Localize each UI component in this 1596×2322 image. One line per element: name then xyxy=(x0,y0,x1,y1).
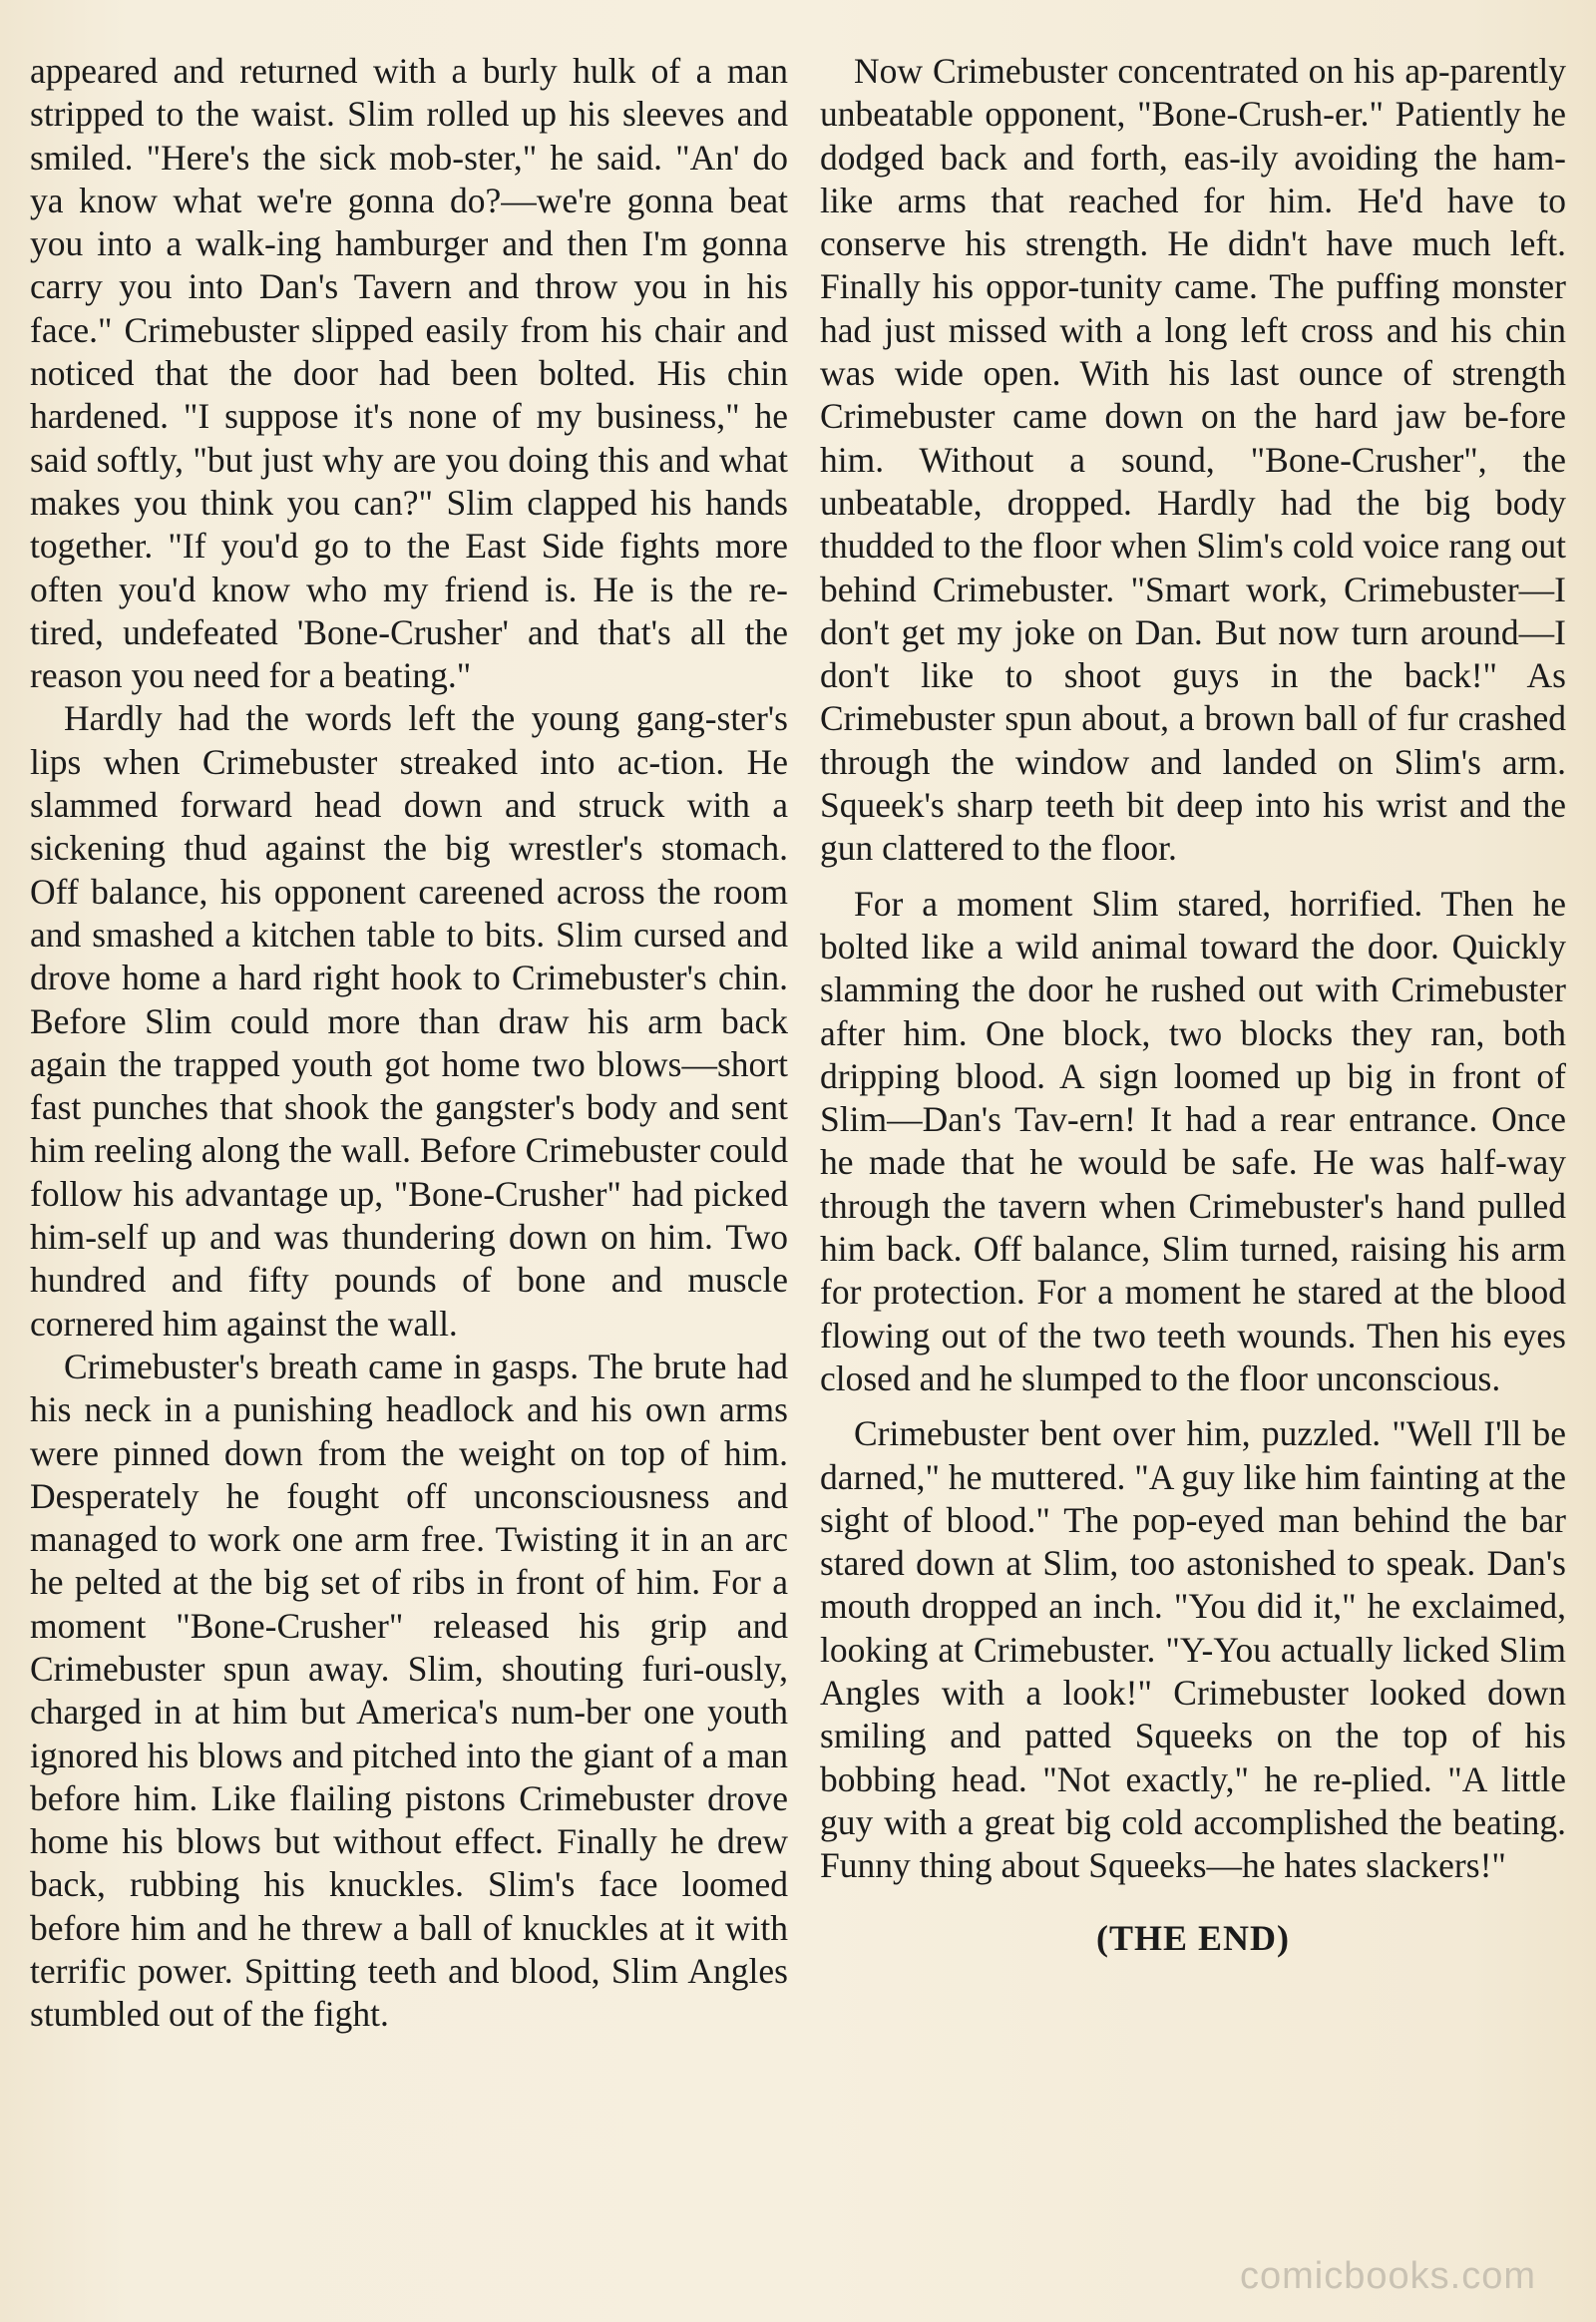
left-paragraph-3: Crimebuster's breath came in gasps. The brute had his neck in a punishing headlock and his own arms were pinned down from the weight on top of him. Desperately he fought off unconsciousness and managed to work one arm free. Twisting it in an arc he pelted at the big set of ribs in front of him. For a moment "Bone-Crusher" released his grip and Crimebuster spun away. Slim, shouting furi-ously, charged in at him but America's num-ber one youth ignored his blows and pitched into the giant of a man before him. Like flailing pistons Crimebuster drove home his blows but without effect. Finally he drew back, rubbing his knuckles. Slim's face loomed before him and he threw a ball of knuckles at it with terrific power. Spitting teeth and blood, Slim Angles stumbled out of the fight. xyxy=(30,1346,788,2035)
right-paragraph-2: For a moment Slim stared, horrified. Then he bolted like a wild animal toward the door. Quickly slamming the door he rushed out with Crimebuster after him. One block, two blocks they ran, both dripping blood. A sign loomed up big in front of Slim—Dan's Tav-ern! It had a rear entrance. Once he made that he would be safe. He was half-way through the tavern when Crimebuster's hand pulled him back. Off balance, Slim turned, raising his arm for protection. For a moment he stared at the blood flowing out of the two teeth wounds. Then his eyes closed and he slumped to the floor unconscious. xyxy=(820,883,1566,1398)
right-paragraph-1: Now Crimebuster concentrated on his ap-parently unbeatable opponent, "Bone-Crush-er." Patiently he dodged back and forth, eas-ily avoiding the ham-like arms that reached for him. He'd have to conserve his strength. He didn't have much left. Finally his oppor-tunity came. The puffing monster had just missed with a long left cross and his chin was wide open. With his last ounce of strength Crimebuster came down on the hard jaw be-fore him. Without a sound, "Bone-Crusher", the unbeatable, dropped. Hardly had the big body thudded to the floor when Slim's cold voice rang out behind Crimebuster. "Smart work, Crimebuster—I don't get my joke on Dan. But now turn around—I don't like to shoot guys in the back!" As Crimebuster spun about, a brown ball of fur crashed through the window and landed on Slim's arm. Squeek's sharp teeth bit deep into his wrist and the gun clattered to the floor. xyxy=(820,51,1566,869)
right-paragraph-3: Crimebuster bent over him, puzzled. "Well I'll be darned," he muttered. "A guy like him fainting at the sight of blood." The pop-eyed man behind the bar stared down at Slim, too astonished to speak. Dan's mouth dropped an inch. "You did it," he exclaimed, looking at Crimebuster. "Y-You actually licked Slim Angles with a look!" Crimebuster looked down smiling and patted Squeeks on the top of his bobbing head. "Not exactly," he re-plied. "A little guy with a great big cold accomplished the beating. Funny thing about Squeeks—he hates slackers!" xyxy=(820,1413,1566,1886)
site-watermark: comicbooks.com xyxy=(1240,2255,1536,2297)
left-column xyxy=(30,50,788,2037)
the-end-label: (THE END) xyxy=(1095,1918,1290,1959)
left-paragraph-1: appeared and returned with a burly hulk of a man stripped to the waist. Slim rolled up his sleeves and smiled. "Here's the sick mob-ster," he said. "An' do ya know what we're gonna do?—we're gonna beat you into a walk-ing hamburger and then I'm gonna carry you into Dan's Tavern and throw you in his face." Crimebuster slipped easily from his chair and noticed that the door had been bolted. His chin hardened. "I suppose it's none of my business," he said softly, "but just why are you doing this and what makes you think you can?" Slim clapped his hands together. "If you'd go to the East Side fights more often you'd know who my friend is. He is the re-tired, undefeated 'Bone-Crusher' and that's all the reason you need for a beating." xyxy=(30,51,788,696)
right-column xyxy=(820,50,1566,1961)
left-paragraph-2: Hardly had the words left the young gang-ster's lips when Crimebuster streaked into ac-tion. He slammed forward head down and struck with a sickening thud against the big wrestler's stomach. Off balance, his opponent careened across the room and smashed a kitchen table to bits. Slim cursed and drove home a hard right hook to Crimebuster's chin. Before Slim could more than draw his arm back again the trapped youth got home two blows—short fast punches that shook the gangster's body and sent him reeling along the wall. Before Crimebuster could follow his advantage up, "Bone-Crusher" had picked him-self up and was thundering down on him. Two hundred and fifty pounds of bone and muscle cornered him against the wall. xyxy=(30,698,788,1344)
